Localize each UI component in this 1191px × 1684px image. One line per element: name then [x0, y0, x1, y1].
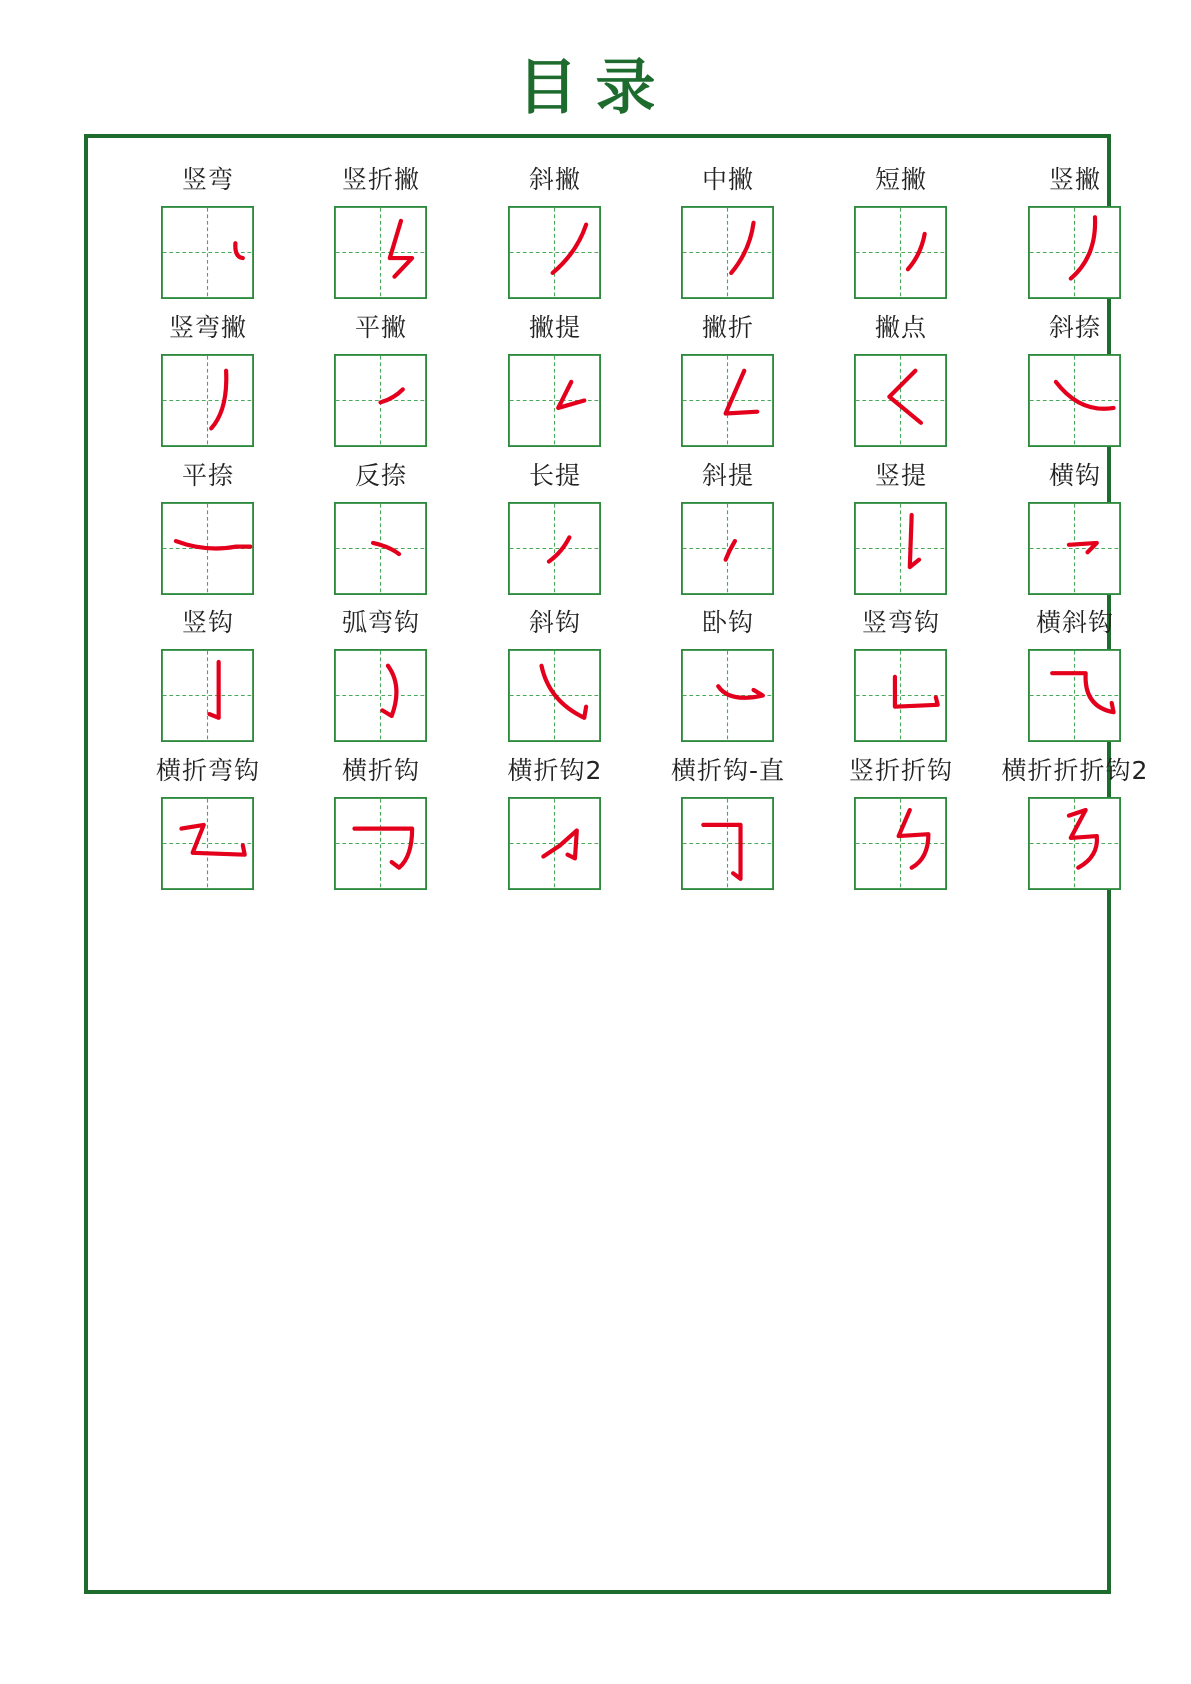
- stroke-label: 平撇: [354, 313, 407, 342]
- toc-frame: [84, 134, 1149, 1594]
- stroke-svg: [1028, 354, 1121, 447]
- stroke-svg: [681, 797, 774, 890]
- stroke-svg: [508, 797, 601, 890]
- tian-grid-box: [161, 354, 254, 447]
- tian-grid-box: [854, 354, 947, 447]
- tian-grid-box: [1028, 354, 1121, 447]
- tian-grid-box: [681, 354, 774, 447]
- stroke-label: 斜钩: [528, 608, 581, 637]
- page-title: 目录: [517, 53, 674, 123]
- stroke-label: 竖折撇: [341, 165, 420, 194]
- tian-grid-box: [508, 649, 601, 742]
- box-border: [1029, 650, 1120, 741]
- stroke-svg: [681, 354, 774, 447]
- tian-grid-box: [681, 797, 774, 890]
- box-border: [162, 355, 253, 446]
- stroke-label: 竖钩: [181, 608, 234, 637]
- stroke-svg: [1028, 206, 1121, 299]
- stroke-label: 横折钩2: [507, 756, 603, 785]
- tian-grid-box: [334, 649, 427, 742]
- tian-grid-box: [161, 797, 254, 890]
- box-border: [682, 207, 773, 298]
- box-border: [509, 798, 600, 889]
- stroke-label: 卧钩: [701, 608, 754, 637]
- box-border: [335, 207, 426, 298]
- tian-grid-box: [681, 206, 774, 299]
- stroke-svg: [1028, 502, 1121, 595]
- stroke-svg: [334, 206, 427, 299]
- tian-grid-box: [508, 206, 601, 299]
- stroke-svg: [161, 649, 254, 742]
- stroke-svg: [854, 502, 947, 595]
- box-border: [1029, 503, 1120, 594]
- stroke-label: 横折弯钩: [155, 756, 260, 785]
- tian-grid-box: [508, 797, 601, 890]
- box-border: [855, 503, 946, 594]
- tian-grid-box: [161, 649, 254, 742]
- stroke-svg: [334, 797, 427, 890]
- tian-grid-box: [854, 206, 947, 299]
- box-border: [1029, 207, 1120, 298]
- stroke-svg: [681, 502, 774, 595]
- box-border: [509, 503, 600, 594]
- box-border: [509, 355, 600, 446]
- tian-grid-box: [1028, 502, 1121, 595]
- stroke-svg: [161, 797, 254, 890]
- stroke-svg: [334, 354, 427, 447]
- stroke-label: 长提: [528, 461, 581, 490]
- stroke-label: 竖提: [874, 461, 927, 490]
- stroke-svg: [1028, 797, 1121, 890]
- tian-grid-box: [334, 502, 427, 595]
- stroke-label: 竖弯钩: [861, 608, 940, 637]
- stroke-svg: [508, 206, 601, 299]
- stroke-svg: [161, 502, 254, 595]
- stroke-label: 竖弯: [181, 165, 234, 194]
- box-border: [162, 207, 253, 298]
- stroke-svg: [854, 649, 947, 742]
- stroke-svg: [334, 649, 427, 742]
- stroke-svg: [681, 649, 774, 742]
- stroke-svg: [161, 206, 254, 299]
- tian-grid-box: [681, 649, 774, 742]
- tian-grid-box: [1028, 649, 1121, 742]
- stroke-svg: [854, 354, 947, 447]
- tian-grid-box: [161, 502, 254, 595]
- stroke-svg: [1028, 649, 1121, 742]
- tian-grid-box: [854, 797, 947, 890]
- tian-grid-box: [508, 502, 601, 595]
- tian-grid-box: [854, 649, 947, 742]
- tian-grid-box: [334, 797, 427, 890]
- box-border: [335, 650, 426, 741]
- tian-grid-box: [334, 354, 427, 447]
- tian-grid-box: [854, 502, 947, 595]
- stroke-svg: [508, 354, 601, 447]
- stroke-svg: [854, 797, 947, 890]
- box-border: [855, 798, 946, 889]
- stroke-label: 斜提: [701, 461, 754, 490]
- tian-grid-box: [1028, 206, 1121, 299]
- tian-grid-box: [681, 502, 774, 595]
- box-border: [855, 650, 946, 741]
- stroke-label: 短撇: [874, 165, 927, 194]
- stroke-label: 横斜钩: [1035, 608, 1114, 637]
- box-border: [682, 798, 773, 889]
- stroke-label: 中撇: [701, 165, 754, 194]
- tian-grid-box: [334, 206, 427, 299]
- tian-grid-box: [1028, 797, 1121, 890]
- stroke-svg: [508, 502, 601, 595]
- stroke-label: 斜捺: [1048, 313, 1101, 342]
- stroke-label: 横折钩-直: [670, 756, 786, 785]
- stroke-label: 撇提: [528, 313, 581, 342]
- stroke-label: 竖撇: [1048, 165, 1101, 194]
- tian-grid-box: [508, 354, 601, 447]
- box-border: [335, 503, 426, 594]
- stroke-label: 横折折折钩2: [1001, 756, 1149, 785]
- stroke-label: 竖弯撇: [168, 313, 247, 342]
- stroke-label: 反捺: [354, 461, 407, 490]
- box-border: [162, 798, 253, 889]
- stroke-svg: [508, 649, 601, 742]
- stroke-svg: [854, 206, 947, 299]
- stroke-svg: [161, 354, 254, 447]
- stroke-label: 弧弯钩: [341, 608, 420, 637]
- stroke-label: 横钩: [1048, 461, 1101, 490]
- stroke-label: 撇点: [874, 313, 927, 342]
- tian-grid-box: [161, 206, 254, 299]
- box-border: [162, 650, 253, 741]
- box-border: [509, 207, 600, 298]
- stroke-label: 竖折折钩: [848, 756, 953, 785]
- stroke-label: 横折钩: [341, 756, 420, 785]
- stroke-label: 平捺: [181, 461, 234, 490]
- box-border: [682, 503, 773, 594]
- stroke-svg: [681, 206, 774, 299]
- box-border: [682, 355, 773, 446]
- box-border: [855, 207, 946, 298]
- stroke-label: 撇折: [701, 313, 754, 342]
- stroke-label: 斜撇: [528, 165, 581, 194]
- stroke-svg: [334, 502, 427, 595]
- box-border: [855, 355, 946, 446]
